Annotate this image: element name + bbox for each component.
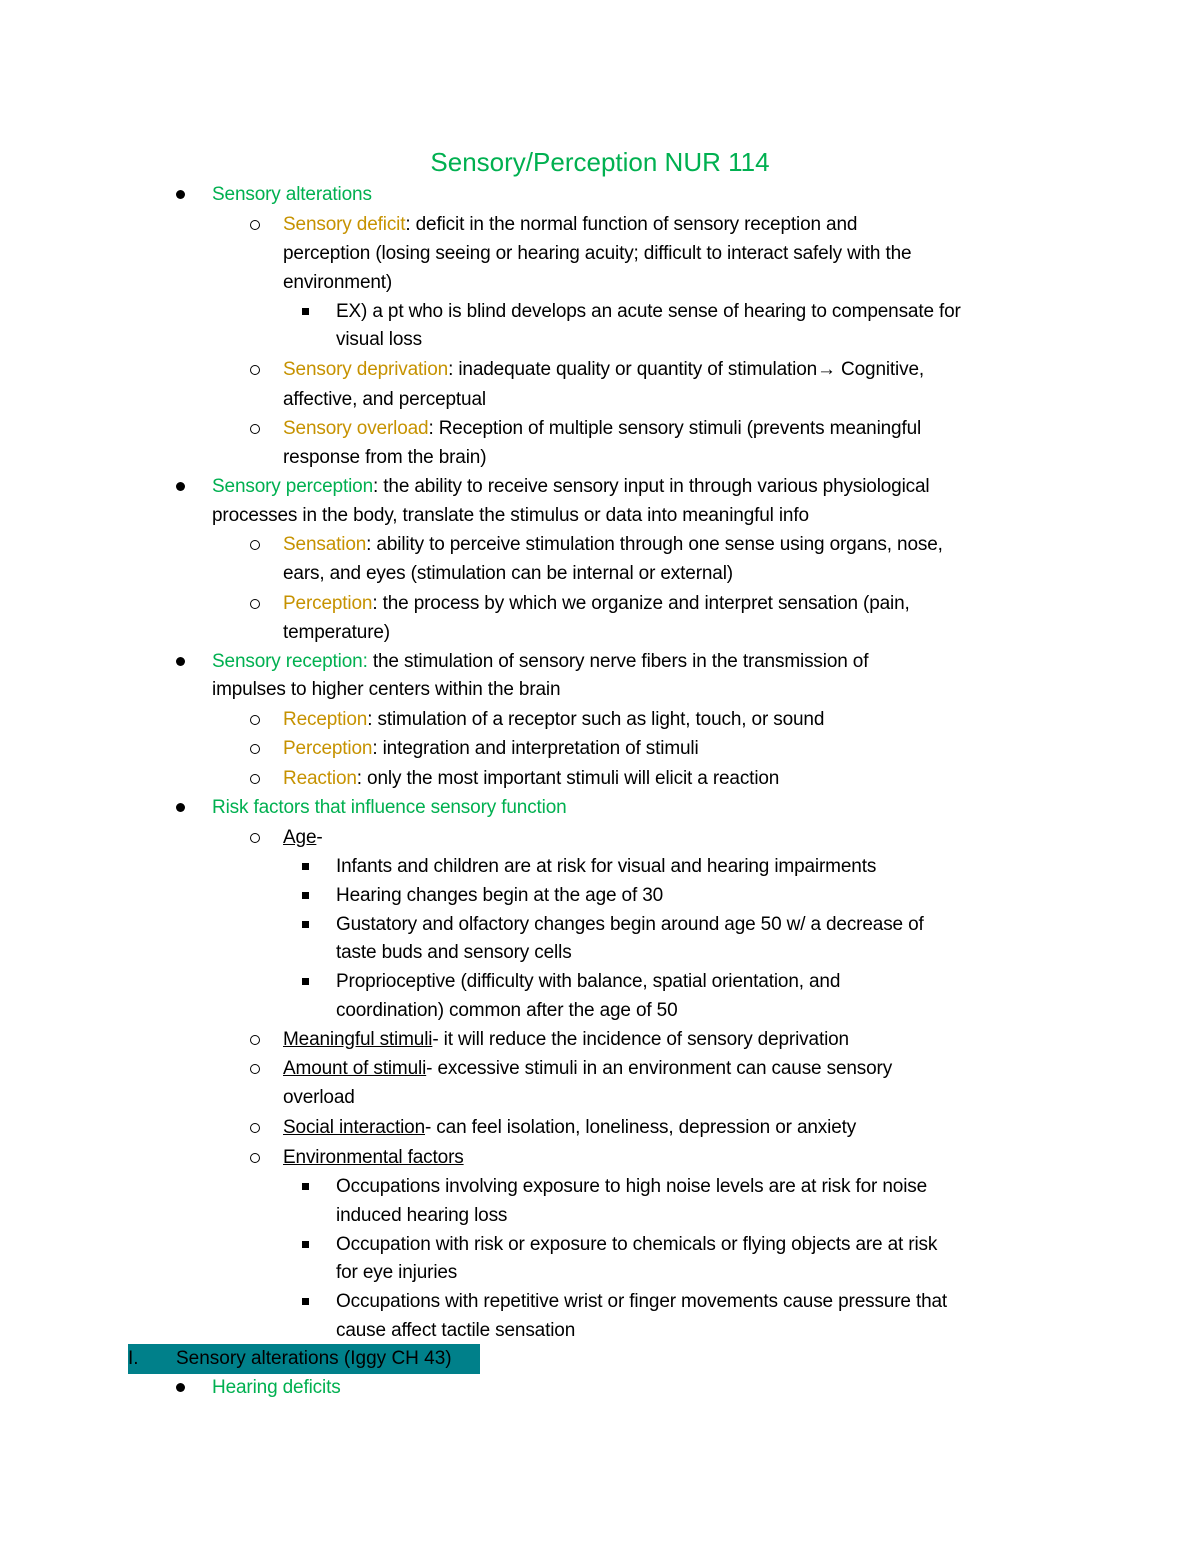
- bullet-dot: [172, 1373, 188, 1402]
- bullet-square: [300, 852, 312, 881]
- item-sensory-deficit: Sensory deficit: deficit in the normal function of sensory reception and: [283, 214, 858, 235]
- text-line: taste buds and sensory cells: [336, 942, 572, 963]
- text-line: ears, and eyes (stimulation can be internal or external): [283, 563, 733, 584]
- text-line: response from the brain): [283, 447, 487, 468]
- item-amount-of-stimuli: Amount of stimuli- excessive stimuli in an environment can cause sensory: [283, 1058, 893, 1079]
- item-meaningful-stimuli: Meaningful stimuli- it will reduce the incidence of sensory deprivation: [283, 1029, 849, 1050]
- bullet-circle: [248, 1113, 264, 1142]
- env-repetitive: Occupations with repetitive wrist or finger movements cause pressure that: [336, 1291, 948, 1312]
- text-line: affective, and perceptual: [283, 389, 486, 410]
- bullet-dot: [172, 180, 188, 209]
- item-reception: Reception: stimulation of a receptor such as light, touch, or sound: [283, 709, 825, 730]
- text-line: temperature): [283, 622, 390, 643]
- topic-sensory-alterations: Sensory alterations: [212, 184, 372, 205]
- item-social-interaction: Social interaction- can feel isolation, loneliness, depression or anxiety: [283, 1117, 857, 1138]
- topic-hearing-deficits: Hearing deficits: [212, 1377, 341, 1398]
- item-sensation: Sensation: ability to perceive stimulation through one sense using organs, nose,: [283, 534, 943, 555]
- bullet-circle: [248, 414, 264, 443]
- topic-sensory-reception: Sensory reception: the stimulation of sensory nerve fibers in the transmission of: [212, 651, 869, 672]
- bullet-square: [300, 910, 312, 939]
- bullet-circle: [248, 705, 264, 734]
- text-line: perception (losing seeing or hearing acuity; difficult to interact safely with the: [283, 243, 912, 264]
- age-gustatory: Gustatory and olfactory changes begin around age 50 w/ a decrease of: [336, 914, 924, 935]
- bullet-dot: [172, 793, 188, 822]
- bullet-circle: [248, 734, 264, 763]
- section-heading: Sensory alterations (Iggy CH 43): [176, 1348, 452, 1369]
- text-line: overload: [283, 1087, 355, 1108]
- bullet-circle: [248, 530, 264, 559]
- env-noise: Occupations involving exposure to high noise levels are at risk for noise: [336, 1176, 928, 1197]
- bullet-circle: [248, 355, 264, 384]
- bullet-square: [300, 1230, 312, 1259]
- bullet-circle: [248, 210, 264, 239]
- env-chemicals: Occupation with risk or exposure to chemicals or flying objects are at risk: [336, 1234, 938, 1255]
- bullet-dot: [172, 472, 188, 501]
- bullet-circle: [248, 1054, 264, 1083]
- document-title: Sensory/Perception NUR 114: [430, 147, 770, 177]
- topic-risk-factors: Risk factors that influence sensory function: [212, 797, 567, 818]
- bullet-square: [300, 1172, 312, 1201]
- bullet-circle: [248, 1143, 264, 1172]
- bullet-circle: [248, 1025, 264, 1054]
- bullet-circle: [248, 823, 264, 852]
- age-proprioceptive: Proprioceptive (difficulty with balance, spatial orientation, and: [336, 971, 841, 992]
- text-line: impulses to higher centers within the brain: [212, 679, 561, 700]
- text-line: environment): [283, 272, 393, 293]
- item-age: Age-: [283, 827, 323, 848]
- item-perception-2: Perception: integration and interpretation of stimuli: [283, 738, 699, 759]
- bullet-dot: [172, 647, 188, 676]
- item-reaction: Reaction: only the most important stimuli will elicit a reaction: [283, 768, 780, 789]
- bullet-square: [300, 1287, 312, 1316]
- topic-sensory-perception: Sensory perception: the ability to receive sensory input in through various physiological: [212, 476, 930, 497]
- item-environmental-factors: Environmental factors: [283, 1147, 464, 1168]
- text-line: coordination) common after the age of 50: [336, 1000, 678, 1021]
- bullet-square: [300, 881, 312, 910]
- example-blind-patient: EX) a pt who is blind develops an acute sense of hearing to compensate for: [336, 301, 961, 322]
- item-sensory-overload: Sensory overload: Reception of multiple sensory stimuli (prevents meaningful: [283, 418, 922, 439]
- bullet-square: [300, 967, 312, 996]
- bullet-circle: [248, 764, 264, 793]
- age-hearing-changes: Hearing changes begin at the age of 30: [336, 885, 664, 906]
- age-infants: Infants and children are at risk for visual and hearing impairments: [336, 856, 877, 877]
- text-line: for eye injuries: [336, 1262, 458, 1283]
- bullet-square: [300, 297, 312, 326]
- text-line: induced hearing loss: [336, 1205, 508, 1226]
- text-line: cause affect tactile sensation: [336, 1320, 576, 1341]
- text-line: visual loss: [336, 329, 422, 350]
- text-line: processes in the body, translate the stimulus or data into meaningful info: [212, 505, 809, 526]
- section-number: I.: [128, 1348, 139, 1369]
- bullet-circle: [248, 589, 264, 618]
- item-perception: Perception: the process by which we organize and interpret sensation (pain,: [283, 593, 910, 614]
- item-sensory-deprivation: Sensory deprivation: inadequate quality or quantity of stimulation→ Cognitive,: [283, 359, 925, 380]
